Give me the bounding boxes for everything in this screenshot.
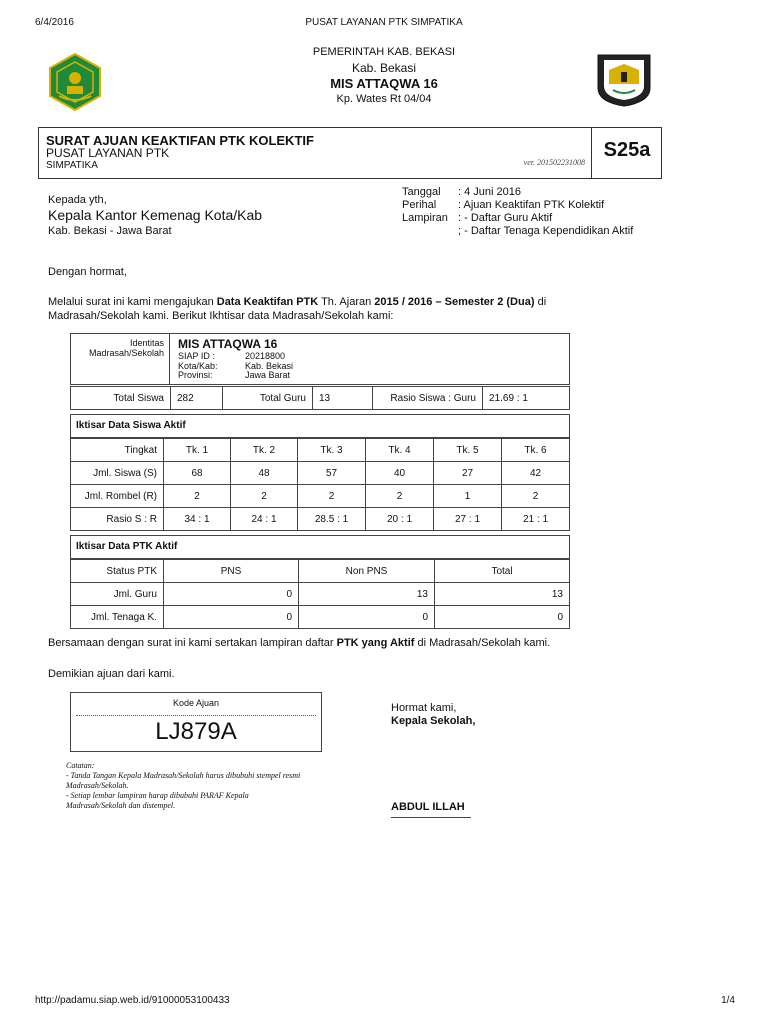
identity-labels: SIAP ID : Kota/Kab: Provinsi: [178,351,218,380]
form-subtitle: PUSAT LAYANAN PTK [46,146,170,160]
total-teachers-label: Total Guru [223,387,313,410]
print-page-number: 1/4 [721,995,735,1006]
form-version: ver. 201502231008 [523,158,585,167]
meta-subject-value: : Ajuan Keaktifan PTK Kolektif [458,199,605,211]
signature-regards: Hormat kami, [391,702,457,714]
total-students-value: 282 [171,387,223,410]
signature-line [391,817,471,818]
letterhead-government: PEMERINTAH KAB. BEKASI [312,46,456,58]
meta-attach-value-1: : - Daftar Guru Aktif [458,212,553,224]
table-row: Jml. Tenaga K. 0 0 0 [71,606,570,629]
notes: Catatan: - Tanda Tangan Kepala Madrasah/Sekolah harus dibubuhi stempel resmi Madrasah/Sekolah. - Setiap lembar lampiran harap dibubuhi PARAF Kepala Madrasah/Sekolah dan distempel. [66,761,301,810]
table-row: Jml. Siswa (S) 68 48 57 40 27 42 [71,462,570,485]
totals-table [70,386,570,410]
letterhead-region: Kab. Bekasi [351,61,417,75]
print-url: http://padamu.siap.web.id/91000053100433 [35,995,230,1006]
ratio-label: Rasio Siswa : Guru [373,387,483,410]
meta-attach-label: Lampiran [402,212,448,224]
recipient-name: Kepala Kantor Kemenag Kota/Kab [48,207,263,223]
paragraph-1-line2: Madrasah/Sekolah kami. Berikut Ikhtisar data Madrasah/Sekolah kami: [48,310,394,322]
letterhead-address: Kp. Wates Rt 04/04 [336,93,432,105]
total-teachers-value: 13 [313,387,373,410]
salutation: Dengan hormat, [48,266,127,278]
students-table [70,438,570,531]
students-table-title: Iktisar Data Siswa Aktif [76,420,186,431]
recipient-location: Kab. Bekasi - Jawa Barat [48,225,172,237]
form-code: S25a [603,139,651,161]
ptk-header-row: Status PTK PNS Non PNS Total [71,560,570,583]
bekasi-shield-icon [595,52,653,108]
print-date: 6/4/2016 [35,17,74,28]
ptk-table-title: Iktisar Data PTK Aktif [76,541,178,552]
total-students-label: Total Siswa [71,387,171,410]
students-header-row: Tingkat Tk. 1 Tk. 2 Tk. 3 Tk. 4 Tk. 5 Tk. 6 [71,439,570,462]
identity-school: MIS ATTAQWA 16 [178,337,278,351]
submission-code: LJ879A [155,718,237,745]
paragraph-2: Bersamaan dengan surat ini kami sertakan lampiran daftar PTK yang Aktif di Madrasah/Sekolah kami. [48,637,551,649]
form-title: SURAT AJUAN KEAKTIFAN PTK KOLEKTIF [46,133,314,148]
submission-code-label: Kode Ajuan [172,698,220,708]
meta-date-label: Tanggal [402,186,441,198]
table-row: Jml. Guru 0 13 13 [71,583,570,606]
print-title: PUSAT LAYANAN PTK SIMPATIKA [305,17,463,28]
paragraph-1: Melalui surat ini kami mengajukan Data Keaktifan PTK Th. Ajaran 2015 / 2016 – Semester 2 (Dua) di [48,296,547,308]
signature-name: ABDUL ILLAH [391,801,465,813]
identity-label: Identitas Madrasah/Sekolah [88,338,164,358]
letterhead-school: MIS ATTAQWA 16 [330,76,438,91]
identity-values: 20218800 Kab. Bekasi Jawa Barat [245,351,294,380]
signature-role: Kepala Sekolah, [391,715,476,727]
meta-date-value: : 4 Juni 2016 [458,186,521,198]
ptk-table [70,559,570,629]
meta-attach-value-2: ; - Daftar Tenaga Kependidikan Aktif [458,225,634,237]
ratio-value: 21.69 : 1 [483,387,570,410]
form-system: SIMPATIKA [46,160,98,171]
table-row: Rasio S : R 34 : 1 24 : 1 28.5 : 1 20 : 1 27 : 1 21 : 1 [71,508,570,531]
recipient-greeting: Kepada yth, [48,194,107,206]
meta-subject-label: Perihal [402,199,437,211]
table-row: Jml. Rombel (R) 2 2 2 2 1 2 [71,485,570,508]
closing-text: Demikian ajuan dari kami. [48,668,175,680]
